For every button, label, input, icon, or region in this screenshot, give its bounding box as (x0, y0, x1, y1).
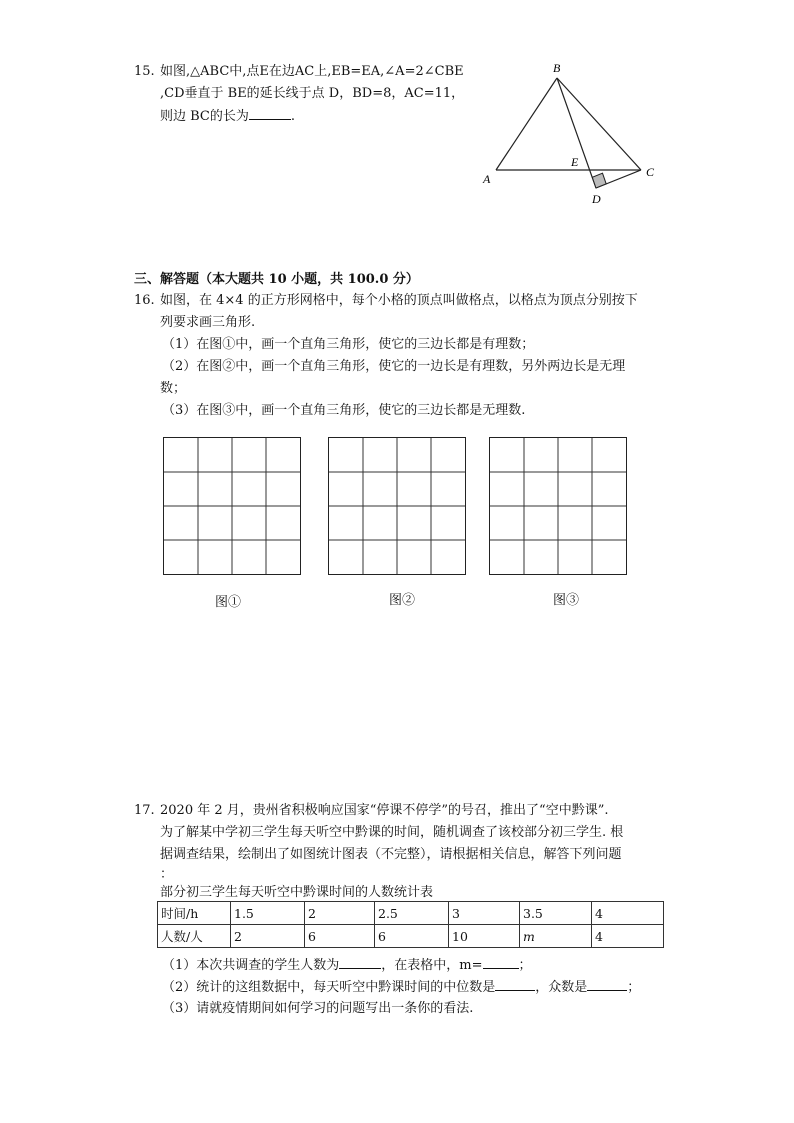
q17-item1 (162, 954, 532, 977)
q15-answer-blank[interactable] (249, 105, 291, 120)
q17-number: 17. (134, 803, 155, 818)
q16-item3: （3）在图③中，画一个直角三角形，使它的三边长都是无理数. (162, 403, 526, 418)
label-C: C (646, 165, 655, 179)
table-cell: 2 (305, 902, 375, 925)
q16-number: 16. (134, 293, 155, 308)
table-cell: 1.5 (231, 902, 305, 925)
table-cell: 3.5 (520, 902, 592, 925)
table-cell: 10 (449, 925, 520, 948)
q17-item2-text-b: ，众数是 (535, 980, 588, 995)
q15-line3-suffix: . (290, 109, 296, 124)
caption-figure-1: 图① (215, 595, 242, 610)
grid-figure-2[interactable] (328, 437, 466, 575)
table-cell: 6 (375, 925, 449, 948)
caption-figure-2: 图② (389, 593, 416, 608)
q17-item1-text-c: ； (518, 958, 532, 973)
q17-line3: 据调查结果，绘制出了如图统计图表（不完整），请根据相关信息，解答下列问题 (160, 847, 622, 862)
table-cell: 6 (305, 925, 375, 948)
q17-item3: （3）请就疫情期间如何学习的问题写出一条你的看法. (162, 1001, 474, 1016)
table-cell: 时间/h (158, 902, 231, 925)
triangle-figure (470, 55, 670, 215)
q17-blank-total[interactable] (339, 954, 381, 969)
q16-item1: （1）在图①中，画一个直角三角形，使它的三边长都是有理数； (162, 337, 535, 352)
label-A: A (483, 172, 491, 186)
q17-item1-text-b: ，在表格中，m= (381, 958, 483, 973)
label-B: B (553, 61, 561, 75)
q17-line1: 2020 年 2 月，贵州省积极响应国家“停课不停学”的号召，推出了“空中黔课”. (160, 803, 609, 818)
table-row (158, 925, 664, 948)
grid-figure-3[interactable] (489, 437, 627, 575)
q17-item2-text-c: ； (627, 980, 641, 995)
segment-AB (496, 78, 557, 170)
q17-item2-text-a: （2）统计的这组数据中，每天听空中黔课时间的中位数是 (162, 980, 496, 995)
label-E: E (571, 155, 579, 169)
grid-figure-1[interactable] (163, 437, 301, 575)
q15-line3 (160, 105, 295, 128)
table-cell: 3 (449, 902, 520, 925)
q15-line2: ,CD垂直于 BE的延长线于点 D，BD=8，AC=11， (160, 86, 465, 101)
table-cell: 2.5 (375, 902, 449, 925)
segment-BC (557, 78, 641, 170)
table-row (158, 902, 664, 925)
section-heading: 三、解答题（本大题共 10 小题，共 100.0 分） (134, 272, 419, 287)
q15-line1: 如图,△ABC中,点E在边AC上,EB=EA,∠A=2∠CBE (160, 64, 464, 79)
right-angle-mark (592, 173, 606, 188)
table-title: 部分初三学生每天听空中黔课时间的人数统计表 (160, 885, 434, 900)
q17-blank-median[interactable] (495, 976, 535, 991)
table-cell: 4 (592, 902, 664, 925)
q17-item2 (162, 976, 640, 999)
q16-line1: 如图，在 4×4 的正方形网格中，每个小格的顶点叫做格点，以格点为顶点分别按下 (160, 293, 638, 308)
q16-item2a: （2）在图②中，画一个直角三角形，使它的一边长是有理数，另外两边长是无理 (162, 359, 626, 374)
segment-BD (557, 78, 596, 188)
q17-line4: ： (160, 867, 174, 882)
q17-item1-text-a: （1）本次共调查的学生人数为 (162, 958, 340, 973)
q17-line2: 为了解某中学初三学生每天听空中黔课的时间，随机调查了该校部分初三学生. 根 (160, 825, 624, 840)
table-cell: 4 (592, 925, 664, 948)
q17-blank-mode[interactable] (587, 976, 627, 991)
q15-number: 15. (134, 64, 155, 79)
q16-line2: 列要求画三角形. (160, 315, 256, 330)
table-cell: m (520, 925, 592, 948)
q17-blank-m[interactable] (483, 954, 519, 969)
stat-table (157, 901, 664, 948)
table-cell: 人数/人 (158, 925, 231, 948)
q15-line3-prefix: 则边 BC的长为 (160, 109, 249, 124)
q16-item2b: 数； (160, 381, 187, 396)
label-D: D (592, 192, 601, 206)
caption-figure-3: 图③ (553, 593, 580, 608)
table-cell: 2 (231, 925, 305, 948)
